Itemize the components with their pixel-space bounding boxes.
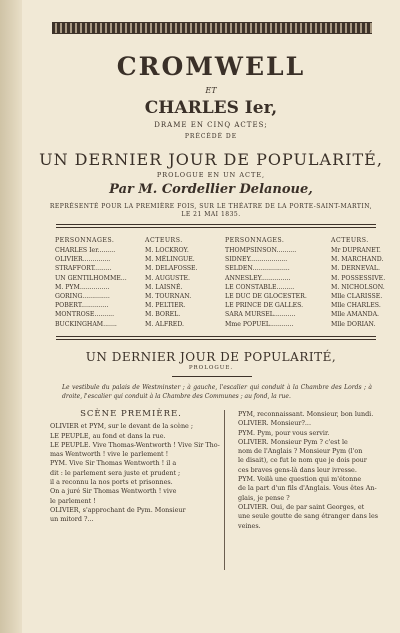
scene-heading: SCÈNE PREMIÈRE.	[80, 409, 182, 419]
cast-role: GORING..............	[55, 292, 110, 300]
stage-direction: Le vestibule du palais de Westminster ; à gauche, l'escalier qui conduit à la Chambre des Lords ; à droite, l'escalier qui conduit à la Chambre des Communes ; au fond, la rue.	[62, 384, 372, 400]
text-column-right	[230, 410, 392, 531]
cast-actor: M. DELAFOSSE.	[145, 265, 198, 273]
cast-role: CHARLES Ier.........	[55, 247, 116, 254]
premiere-date: LE 21 MAI 1835.	[181, 211, 241, 218]
cast-actor: Mr DUPRANET.	[331, 247, 381, 254]
cast-role: LE DUC DE GLOCESTER.	[225, 292, 307, 300]
cast-actor: M. NICHOLSON.	[331, 283, 385, 291]
author-line: Par M. Cordellier Delanoue,	[109, 182, 313, 197]
dialogue-line: ces braves gens-là dans leur ivresse.	[238, 465, 357, 474]
cast-role: MONTROSE..........	[55, 311, 115, 319]
cast-actors-left	[145, 246, 198, 329]
dialogue-line: LE PEUPLE. Vive Thomas-Wentworth ! Vive Sir Tho-	[50, 440, 220, 449]
text-column-left	[42, 410, 220, 525]
cast-head-actor-right: ACTEURS.	[331, 237, 369, 244]
play-subtitle: CHARLES Ier,	[144, 98, 278, 118]
cast-roles-right	[225, 246, 307, 329]
dialogue-line: PYM. Pym, pour vous servir.	[238, 428, 330, 437]
cast-role: THOMPSINSON..........	[225, 247, 297, 254]
prologue-heading: UN DERNIER JOUR DE POPULARITÉ,	[39, 150, 383, 169]
dialogue-line: OLIVIER. Monsieur?...	[238, 419, 311, 428]
divider-top	[56, 224, 376, 228]
title-conjunction: ET	[205, 86, 217, 95]
prologue-section-sub: PROLOGUE.	[188, 365, 234, 371]
cast-actor: M. ALFRED.	[145, 320, 185, 328]
cast-role: BUCKINGHAM.......	[55, 320, 117, 328]
cast-role: STRAFFORT.........	[55, 265, 112, 273]
dialogue-line: PYM, reconnaissant. Monsieur, bon lundi.	[238, 410, 374, 418]
cast-actors-right	[331, 246, 385, 329]
prologue-genre: PROLOGUE EN UN ACTE,	[156, 171, 266, 179]
dialogue-line: le parlement !	[50, 496, 96, 505]
dialogue-line: On a juré Sir Thomas Wentworth ! vive	[50, 487, 177, 496]
cast-actor: M. AUGUSTE.	[145, 274, 190, 282]
dialogue-line: OLIVIER et PYM, sur le devant de la scène ;	[50, 422, 194, 431]
cast-role: LE CONSTABLE.........	[225, 283, 295, 291]
cast-actor: Mlle DORIAN.	[331, 320, 376, 328]
divider-cast-bottom	[56, 336, 376, 340]
cast-roles-left	[55, 246, 127, 329]
cast-actor: M. PELTIER.	[145, 302, 186, 310]
cast-head-role-right: PERSONNAGES.	[225, 237, 285, 244]
cast-head-role-left: PERSONNAGES.	[55, 237, 115, 244]
divider-small	[172, 376, 252, 377]
cast-actor: M. POSSESSIVE.	[331, 274, 386, 282]
cast-actor: M. DERNEVAL.	[331, 265, 380, 273]
column-divider	[224, 410, 225, 570]
play-title: CROMWELL	[116, 52, 306, 81]
cast-actor: Mlle AMANDA.	[331, 311, 380, 319]
header-ornament	[52, 22, 372, 34]
cast-role: LE PRINCE DE GALLES.	[225, 302, 304, 310]
cast-role: OLIVIER..............	[55, 256, 111, 264]
cast-actor: M. MARCHAND.	[331, 256, 384, 264]
premiere-line: REPRÉSENTÉ POUR LA PREMIÈRE FOIS, SUR LE THÉATRE DE LA PORTE-SAINT-MARTIN,	[49, 203, 373, 210]
cast-actor: M. LAISNÉ.	[145, 283, 183, 291]
dialogue-line: mas Wentworth ! vive le parlement !	[50, 450, 169, 459]
preceded-line: PRÉCÉDÉ DE	[184, 133, 238, 140]
book-page	[22, 0, 400, 633]
cast-actor: M. LOCKROY.	[145, 247, 189, 254]
dialogue-line: de la part d'un fils d'Anglais. Vous êtes An-	[238, 484, 377, 493]
dialogue-line: OLIVIER. Oui, de par saint Georges, et	[238, 502, 365, 511]
prologue-section-title: UN DERNIER JOUR DE POPULARITÉ,	[85, 350, 337, 364]
cast-role: Mme POPUEL............	[225, 320, 294, 328]
dialogue-line: veines.	[238, 521, 261, 530]
cast-actor: M. MÉLINGUE.	[145, 256, 195, 264]
cast-role: SARA MURSEL...........	[225, 311, 296, 319]
dialogue-line: PYM. Voilà une question qui m'étonne	[238, 475, 362, 484]
cast-actor: Mlle CLARISSE.	[331, 292, 383, 300]
dialogue-line: OLIVIER, s'approchant de Pym. Monsieur	[50, 505, 186, 514]
book-spine-shadow	[0, 0, 22, 633]
dialogue-line: LE PEUPLE, au fond et dans la rue.	[50, 431, 166, 440]
cast-head-actor-left: ACTEURS.	[145, 237, 183, 244]
dialogue-line: glais, je pense ?	[238, 493, 290, 502]
dialogue-line: le disait), ce fut le nom que je dois pour	[238, 456, 367, 465]
dialogue-line: dit : le parlement sera juste et prudent ;	[50, 468, 181, 477]
cast-role: UN GENTILHOMME...	[55, 274, 127, 282]
cast-actor: M. BOREL.	[145, 311, 181, 319]
dialogue-line: une seule goutte de sang étranger dans les	[238, 512, 379, 521]
cast-role: M. PYM...............	[55, 283, 110, 291]
cast-role: POBERT..............	[55, 302, 109, 310]
dialogue-line: nom de l'Anglais ? Monsieur Pym (l'on	[238, 447, 363, 456]
cast-actor: M. TOURNAN.	[145, 292, 192, 300]
cast-actor: Mlle CHARLES.	[331, 302, 381, 310]
cast-role: SELDEN...................	[225, 265, 290, 273]
cast-role: ANNESLEY...............	[225, 274, 291, 282]
dialogue-line: un mitord ?...	[50, 515, 94, 524]
genre-line: DRAME EN CINQ ACTES;	[154, 121, 268, 129]
dialogue-line: OLIVIER. Monsieur Pym ? c'est le	[238, 437, 348, 446]
cast-role: SIDNEY...................	[225, 256, 288, 264]
dialogue-line: PYM. Vive Sir Thomas Wentworth ! il a	[50, 459, 177, 468]
dialogue-line: il a reconnu la nos ports et prisonnes.	[50, 478, 173, 487]
